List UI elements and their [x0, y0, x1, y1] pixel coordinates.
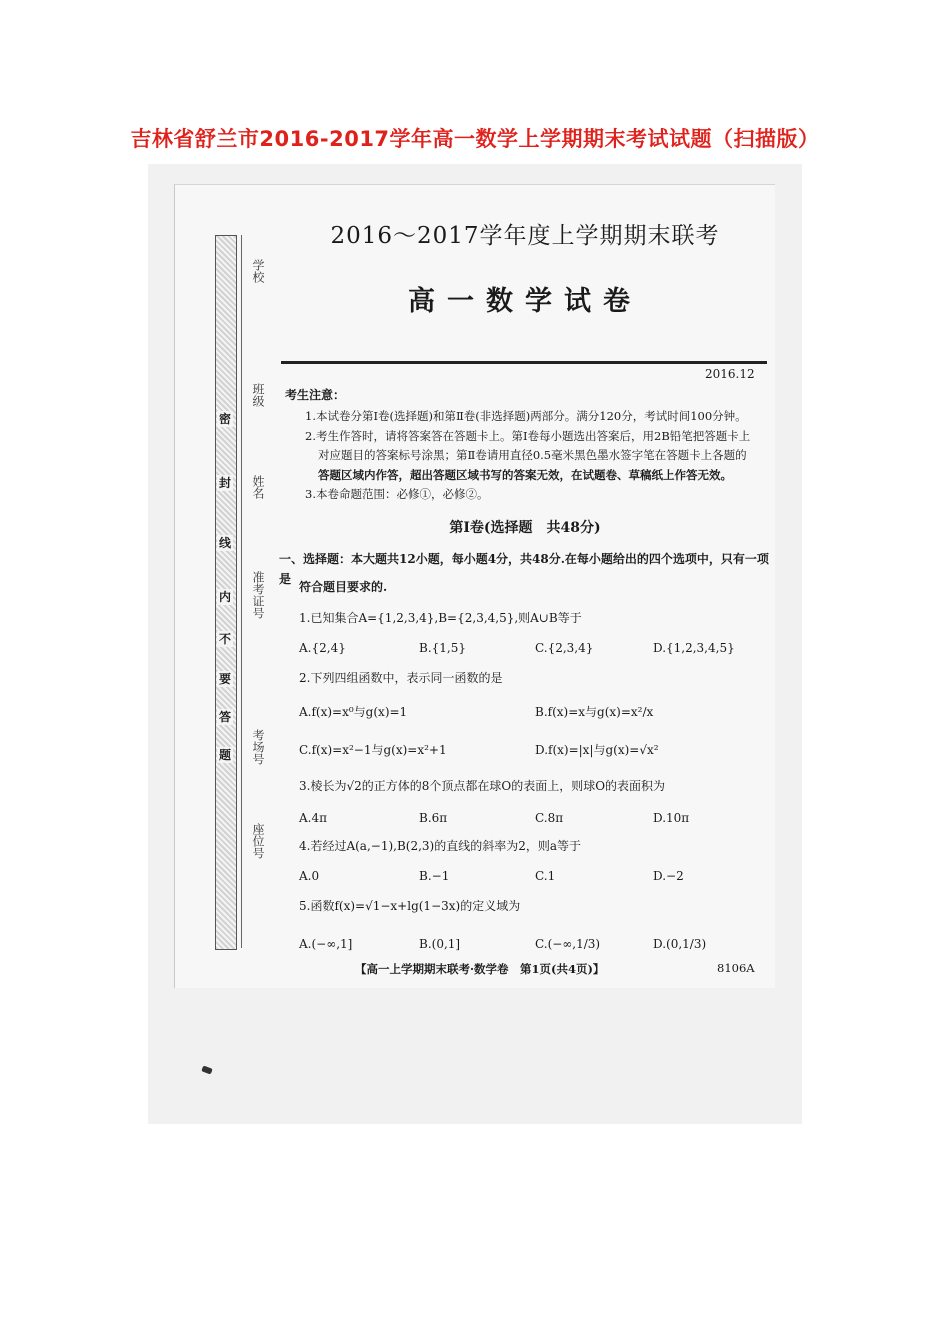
- header-rule: [281, 361, 767, 364]
- option: B.f(x)=x与g(x)=x²/x: [535, 705, 654, 719]
- option: B.{1,5}: [419, 641, 466, 655]
- seal-char: 密: [218, 412, 231, 426]
- seal-char: 题: [218, 748, 231, 762]
- label-name: 姓名: [251, 475, 265, 499]
- label-seat-number: 座位号: [251, 823, 265, 859]
- option: C.8π: [535, 811, 564, 825]
- option: B.6π: [419, 811, 448, 825]
- scanned-exam-page: [148, 164, 802, 1124]
- exam-sheet: [174, 184, 775, 988]
- page-footer: 【高一上学期期末联考·数学卷 第1页(共4页)】: [355, 962, 605, 976]
- option: A.(−∞,1]: [299, 937, 353, 951]
- notice-item: 对应题目的答案标号涂黑；第Ⅱ卷请用直径0.5毫米黑色墨水签字笔在答题卡上各题的: [318, 448, 747, 462]
- option: B.(0,1]: [419, 937, 461, 951]
- question-3: 3.棱长为√2的正方体的8个顶点都在球O的表面上，则球O的表面积为: [299, 779, 666, 793]
- question-2: 2.下列四组函数中，表示同一函数的是: [299, 671, 503, 685]
- part-title: 第Ⅰ卷(选择题 共48分): [449, 520, 601, 536]
- exam-header: 2016～2017学年度上学期期末联考: [330, 223, 720, 249]
- notice-item: 1.本试卷分第Ⅰ卷(选择题)和第Ⅱ卷(非选择题)两部分。满分120分，考试时间100分钟。: [305, 409, 747, 423]
- binding-rule: [241, 235, 242, 948]
- section-intro-cont: 符合题目要求的.: [299, 580, 388, 594]
- label-admission-number: 准考证号: [251, 571, 265, 619]
- document-title: 吉林省舒兰市2016-2017学年高一数学上学期期末考试试题（扫描版）: [130, 127, 820, 151]
- notice-list: [305, 407, 765, 505]
- seal-char: 内: [218, 590, 231, 604]
- seal-char: 不: [218, 632, 231, 646]
- option: D.−2: [653, 869, 684, 883]
- question-4: 4.若经过A(a,−1),B(2,3)的直线的斜率为2，则a等于: [299, 839, 582, 853]
- option: D.{1,2,3,4,5}: [653, 641, 735, 655]
- option: C.{2,3,4}: [535, 641, 594, 655]
- seal-char: 封: [218, 476, 231, 490]
- question-5: 5.函数f(x)=√1−x+lg(1−3x)的定义域为: [299, 899, 521, 913]
- option: C.f(x)=x²−1与g(x)=x²+1: [299, 743, 447, 757]
- option: A.4π: [299, 811, 328, 825]
- question-1: 1.已知集合A={1,2,3,4},B={2,3,4,5},则A∪B等于: [299, 611, 582, 625]
- notice-item: 2.考生作答时，请将答案答在答题卡上。第Ⅰ卷每小题选出答案后，用2B铅笔把答题卡上: [305, 428, 751, 443]
- seal-char: 线: [218, 536, 231, 550]
- notice-item: 答题区域内作答，超出答题区域书写的答案无效，在试题卷、草稿纸上作答无效。: [318, 467, 732, 482]
- option: C.(−∞,1/3): [535, 937, 601, 951]
- option: A.f(x)=x⁰与g(x)=1: [299, 705, 408, 719]
- notice-title: 考生注意：: [285, 388, 346, 402]
- option: D.10π: [653, 811, 690, 825]
- paper-code: 8106A: [717, 961, 755, 975]
- exam-title: 高一数学试卷: [408, 286, 642, 317]
- option: A.{2,4}: [299, 641, 346, 655]
- label-school: 学校: [251, 259, 265, 283]
- option: C.1: [535, 869, 556, 883]
- option: D.(0,1/3): [653, 937, 707, 951]
- seal-char: 答: [218, 710, 231, 724]
- option: B.−1: [419, 869, 450, 883]
- label-class: 班级: [251, 383, 265, 407]
- seal-char: 要: [218, 672, 231, 686]
- exam-date: 2016.12: [705, 367, 755, 381]
- notice-item: 3.本卷命题范围：必修①，必修②。: [305, 487, 489, 501]
- option: D.f(x)=|x|与g(x)=√x²: [535, 743, 659, 757]
- label-exam-room: 考场号: [251, 729, 265, 765]
- option: A.0: [299, 869, 320, 883]
- section-intro: 一、选择题：本大题共12小题，每小题4分，共48分.在每小题给出的四个选项中，只有一项是: [279, 552, 769, 586]
